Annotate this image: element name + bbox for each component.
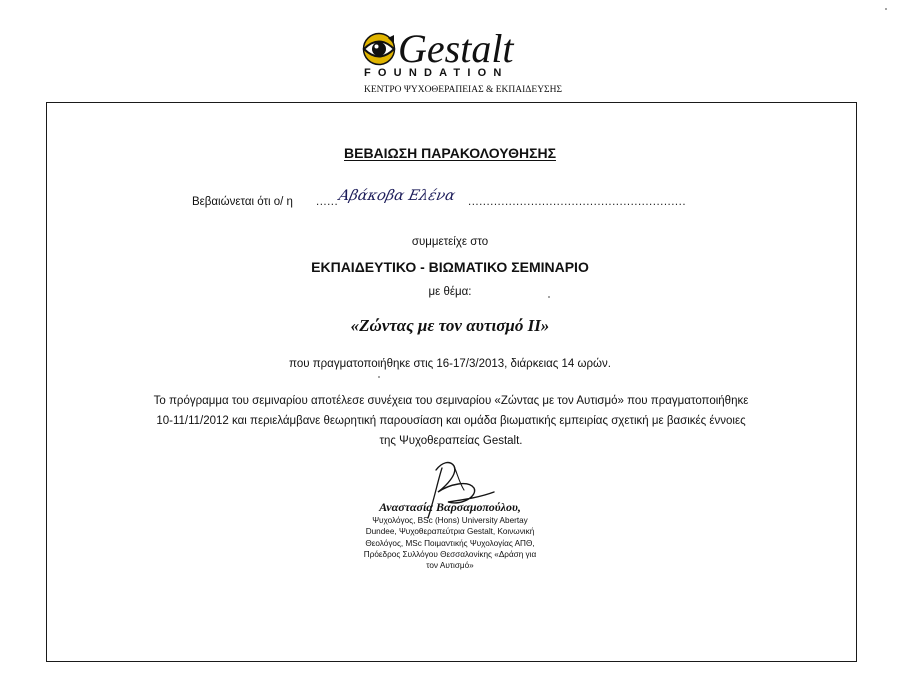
scan-speck [378,376,380,378]
scan-speck [885,8,887,10]
description-line: Το πρόγραμμα του σεμιναρίου αποτέλεσε συνέχεια του σεμιναρίου «Ζώντας με τον Αυτισμό» που πραγματοποιήθηκε [153,395,749,407]
certificate-title-text: ΒΕΒΑΙΩΣΗ ΠΑΡΑΚΟΛΟΥΘΗΣΗΣ [344,145,556,161]
logo-name: Gestalt [398,26,514,71]
participated-text: συμμετείχε στο [411,236,489,248]
credential-line: τον Αυτισμό» [426,561,474,571]
logo-subtitle: ΚΕΝΤΡΟ ΨΥΧΟΘΕΡΑΠΕΙΑΣ & ΕΚΠΑΙΔΕΥΣΗΣ [364,85,562,95]
seminar-title: «Ζώντας με τον αυτισμό ΙΙ» [350,316,550,335]
credential-line: Dundee, Ψυχοθεραπεύτρια Gestalt, Κοινωνική [365,527,535,537]
signatory-credentials [320,515,580,571]
certify-line [192,188,702,210]
description-line: της Ψυχοθεραπείας Gestalt. [379,435,523,447]
credential-line: Πρόεδρος Συλλόγου Θεσσαλονίκης «Δράση για [363,549,537,559]
scan-speck [548,296,550,298]
certify-prefix: Βεβαιώνεται ότι ο/ η [192,196,293,208]
dots-after-name: ........................................................... [468,196,687,208]
signatory-name: Αναστασία Βαρσαμοπούλου, [379,500,521,514]
seminar-type: ΕΚΠΑΙΔΕΥΤΙΚΟ - ΒΙΩΜΑΤΙΚΟ ΣΕΜΙΝΑΡΙΟ [311,259,589,275]
certificate-title [0,144,900,162]
date-line: που πραγματοποιήθηκε στις 16-17/3/2013, διάρκειας 14 ωρών. [289,358,611,370]
certificate-frame [46,102,857,662]
description-line: 10-11/11/2012 και περιελάμβανε θεωρητική παρουσίαση και ομάδα βιωματικής εμπειρίας σχετική με βασικές έννοιες [156,415,746,427]
gestalt-logo [358,26,562,100]
logo-foundation: FOUNDATION [364,67,509,79]
credential-line: Θεολόγος, MSc Ποιμαντικής Ψυχολογίας ΑΠΘ, [365,538,535,548]
subject-label: με θέμα: [428,286,472,298]
credential-line: Ψυχολόγος, BSc (Hons) University Abertay [372,516,528,525]
attendee-name: Αβάκοβα Ελένα [337,188,457,204]
eye-icon [362,32,396,66]
dots-before-name: ...... [316,196,339,208]
